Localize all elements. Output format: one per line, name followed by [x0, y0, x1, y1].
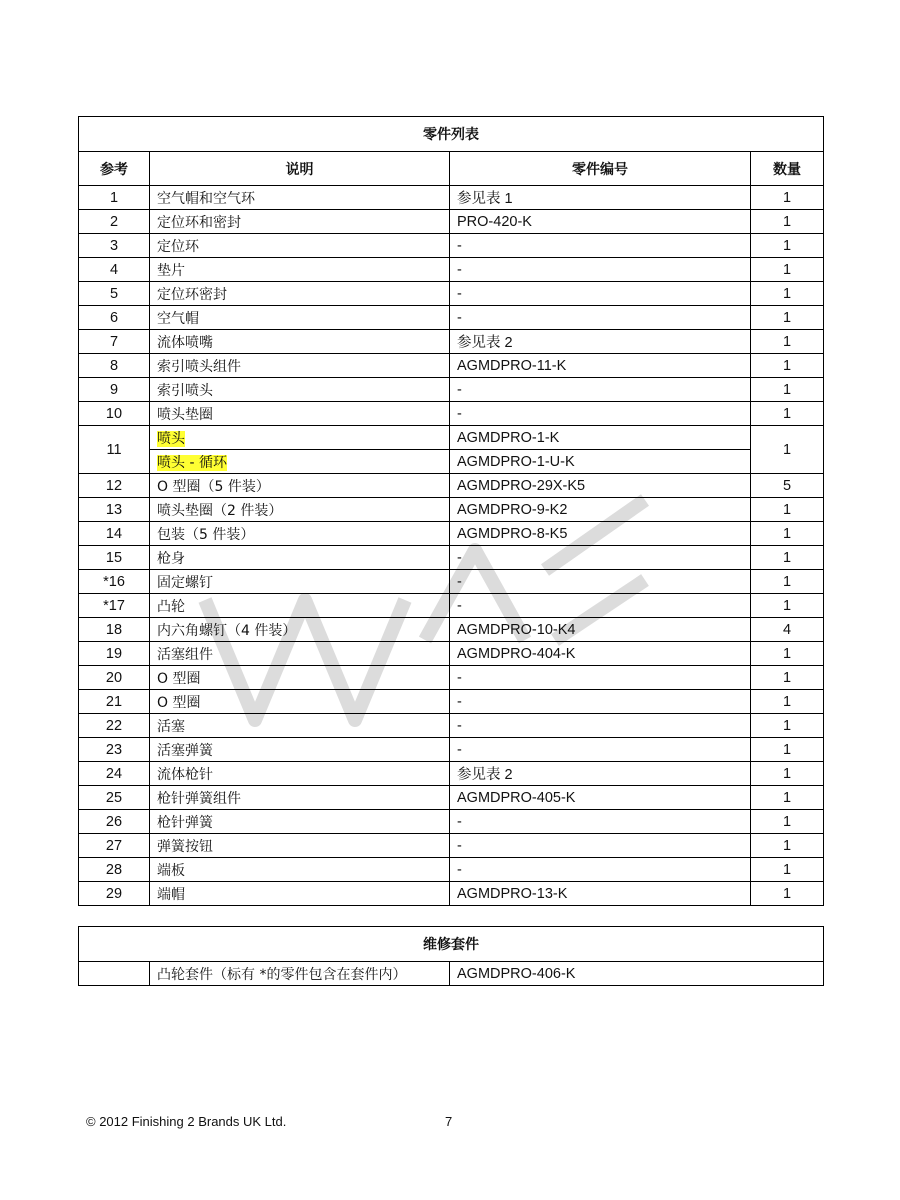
description-cell: 凸轮套件（标有 *的零件包含在套件内）	[150, 962, 450, 986]
quantity-cell: 1	[751, 330, 824, 354]
part-number-cell: AGMDPRO-13-K	[450, 882, 751, 906]
description-cell: 定位环	[150, 234, 450, 258]
part-number-cell: -	[450, 546, 751, 570]
table-row	[79, 962, 824, 986]
table-row	[79, 810, 824, 834]
ref-cell: 28	[79, 858, 150, 882]
quantity-cell: 1	[751, 210, 824, 234]
quantity-cell: 1	[751, 690, 824, 714]
part-number-cell: -	[450, 306, 751, 330]
part-number-cell: -	[450, 570, 751, 594]
quantity-cell: 1	[751, 642, 824, 666]
part-number-cell: AGMDPRO-1-K	[450, 426, 751, 450]
ref-cell: 5	[79, 282, 150, 306]
ref-cell: 12	[79, 474, 150, 498]
table-row	[79, 618, 824, 642]
description-cell: 索引喷头组件	[150, 354, 450, 378]
ref-cell: 3	[79, 234, 150, 258]
description-cell: 活塞弹簧	[150, 738, 450, 762]
description-cell: 端板	[150, 858, 450, 882]
part-number-cell: AGMDPRO-404-K	[450, 642, 751, 666]
quantity-cell: 1	[751, 522, 824, 546]
description-cell: 活塞	[150, 714, 450, 738]
ref-cell: 20	[79, 666, 150, 690]
column-header-quantity: 数量	[751, 152, 824, 186]
description-cell: 空气帽	[150, 306, 450, 330]
table-row	[79, 186, 824, 210]
description-cell: 活塞组件	[150, 642, 450, 666]
quantity-cell: 1	[751, 378, 824, 402]
quantity-cell: 1	[751, 666, 824, 690]
description-cell: 包装（5 件装）	[150, 522, 450, 546]
description-cell: 流体枪针	[150, 762, 450, 786]
quantity-cell: 1	[751, 402, 824, 426]
part-number-cell: AGMDPRO-8-K5	[450, 522, 751, 546]
service-kit-table	[78, 926, 824, 986]
ref-cell: 18	[79, 618, 150, 642]
part-number-cell: AGMDPRO-406-K	[450, 962, 824, 986]
part-number-cell: 参见表 2	[450, 330, 751, 354]
table-row	[79, 402, 824, 426]
ref-cell: 9	[79, 378, 150, 402]
ref-cell: 14	[79, 522, 150, 546]
description-cell: O 型圈	[150, 666, 450, 690]
quantity-cell: 1	[751, 258, 824, 282]
description-cell	[150, 450, 450, 474]
table-row	[79, 330, 824, 354]
quantity-cell: 1	[751, 714, 824, 738]
description-cell: 喷头垫圈	[150, 402, 450, 426]
column-header-part-number: 零件编号	[450, 152, 751, 186]
ref-cell: 8	[79, 354, 150, 378]
quantity-cell: 1	[751, 786, 824, 810]
quantity-cell: 1	[751, 498, 824, 522]
ref-cell: 29	[79, 882, 150, 906]
table-row	[79, 522, 824, 546]
part-number-cell: -	[450, 234, 751, 258]
description-cell: 端帽	[150, 882, 450, 906]
table-row	[79, 570, 824, 594]
parts-list-table	[78, 116, 824, 906]
table-row	[79, 594, 824, 618]
ref-cell	[79, 962, 150, 986]
table-row	[79, 282, 824, 306]
table-row	[79, 258, 824, 282]
description-cell: 内六角螺钉（4 件装）	[150, 618, 450, 642]
ref-cell: *16	[79, 570, 150, 594]
table-row	[79, 690, 824, 714]
table-row	[79, 714, 824, 738]
parts-table-body	[79, 186, 824, 906]
quantity-cell: 1	[751, 882, 824, 906]
quantity-cell: 1	[751, 762, 824, 786]
description-cell: 定位环密封	[150, 282, 450, 306]
description-cell: 枪针弹簧	[150, 810, 450, 834]
page-number: 7	[445, 1114, 453, 1129]
description-cell: 枪身	[150, 546, 450, 570]
quantity-cell: 1	[751, 282, 824, 306]
table-row	[79, 666, 824, 690]
ref-cell: 22	[79, 714, 150, 738]
table-row	[79, 378, 824, 402]
table-row	[79, 498, 824, 522]
highlighted-description: 喷头 - 循环	[157, 454, 227, 471]
quantity-cell: 1	[751, 594, 824, 618]
ref-cell: *17	[79, 594, 150, 618]
part-number-cell: AGMDPRO-9-K2	[450, 498, 751, 522]
ref-cell: 7	[79, 330, 150, 354]
part-number-cell: AGMDPRO-29X-K5	[450, 474, 751, 498]
ref-cell: 23	[79, 738, 150, 762]
table-row	[79, 546, 824, 570]
ref-cell: 19	[79, 642, 150, 666]
part-number-cell: -	[450, 738, 751, 762]
part-number-cell: -	[450, 282, 751, 306]
ref-cell: 2	[79, 210, 150, 234]
description-cell: 定位环和密封	[150, 210, 450, 234]
description-cell: 固定螺钉	[150, 570, 450, 594]
description-cell: O 型圈	[150, 690, 450, 714]
part-number-cell: AGMDPRO-11-K	[450, 354, 751, 378]
table-row	[79, 834, 824, 858]
ref-cell: 10	[79, 402, 150, 426]
part-number-cell: -	[450, 402, 751, 426]
table-row	[79, 858, 824, 882]
table-row	[79, 450, 824, 474]
part-number-cell: 参见表 2	[450, 762, 751, 786]
description-cell: 弹簧按钮	[150, 834, 450, 858]
ref-cell: 21	[79, 690, 150, 714]
part-number-cell: AGMDPRO-405-K	[450, 786, 751, 810]
ref-cell: 11	[79, 426, 150, 474]
ref-cell: 26	[79, 810, 150, 834]
quantity-cell: 1	[751, 426, 824, 474]
table-row	[79, 762, 824, 786]
part-number-cell: -	[450, 858, 751, 882]
part-number-cell: -	[450, 594, 751, 618]
description-cell: 空气帽和空气环	[150, 186, 450, 210]
table-row	[79, 426, 824, 450]
table-row	[79, 642, 824, 666]
ref-cell: 13	[79, 498, 150, 522]
column-header-ref: 参考	[79, 152, 150, 186]
description-cell: 垫片	[150, 258, 450, 282]
part-number-cell: -	[450, 258, 751, 282]
table-row	[79, 474, 824, 498]
quantity-cell: 1	[751, 546, 824, 570]
ref-cell: 15	[79, 546, 150, 570]
ref-cell: 1	[79, 186, 150, 210]
quantity-cell: 5	[751, 474, 824, 498]
quantity-cell: 1	[751, 810, 824, 834]
description-cell: 喷头垫圈（2 件装）	[150, 498, 450, 522]
quantity-cell: 1	[751, 858, 824, 882]
quantity-cell: 1	[751, 306, 824, 330]
part-number-cell: -	[450, 834, 751, 858]
footer-copyright: © 2012 Finishing 2 Brands UK Ltd.	[86, 1114, 287, 1129]
quantity-cell: 4	[751, 618, 824, 642]
highlighted-description: 喷头	[157, 430, 185, 447]
quantity-cell: 1	[751, 834, 824, 858]
part-number-cell: AGMDPRO-10-K4	[450, 618, 751, 642]
column-header-description: 说明	[150, 152, 450, 186]
ref-cell: 24	[79, 762, 150, 786]
description-cell	[150, 426, 450, 450]
description-cell: 凸轮	[150, 594, 450, 618]
part-number-cell: AGMDPRO-1-U-K	[450, 450, 751, 474]
part-number-cell: -	[450, 714, 751, 738]
description-cell: 索引喷头	[150, 378, 450, 402]
part-number-cell: -	[450, 810, 751, 834]
ref-cell: 4	[79, 258, 150, 282]
table-row	[79, 738, 824, 762]
parts-table-title: 零件列表	[79, 117, 824, 152]
quantity-cell: 1	[751, 354, 824, 378]
kit-table-title: 维修套件	[79, 927, 824, 962]
table-row	[79, 786, 824, 810]
part-number-cell: -	[450, 666, 751, 690]
table-row	[79, 354, 824, 378]
part-number-cell: 参见表 1	[450, 186, 751, 210]
ref-cell: 27	[79, 834, 150, 858]
part-number-cell: -	[450, 378, 751, 402]
ref-cell: 25	[79, 786, 150, 810]
quantity-cell: 1	[751, 234, 824, 258]
quantity-cell: 1	[751, 738, 824, 762]
table-row	[79, 882, 824, 906]
table-row	[79, 234, 824, 258]
kit-table-body	[79, 962, 824, 986]
description-cell: 枪针弹簧组件	[150, 786, 450, 810]
part-number-cell: PRO-420-K	[450, 210, 751, 234]
table-row	[79, 306, 824, 330]
part-number-cell: -	[450, 690, 751, 714]
ref-cell: 6	[79, 306, 150, 330]
table-row	[79, 210, 824, 234]
quantity-cell: 1	[751, 186, 824, 210]
quantity-cell: 1	[751, 570, 824, 594]
description-cell: 流体喷嘴	[150, 330, 450, 354]
description-cell: O 型圈（5 件装）	[150, 474, 450, 498]
